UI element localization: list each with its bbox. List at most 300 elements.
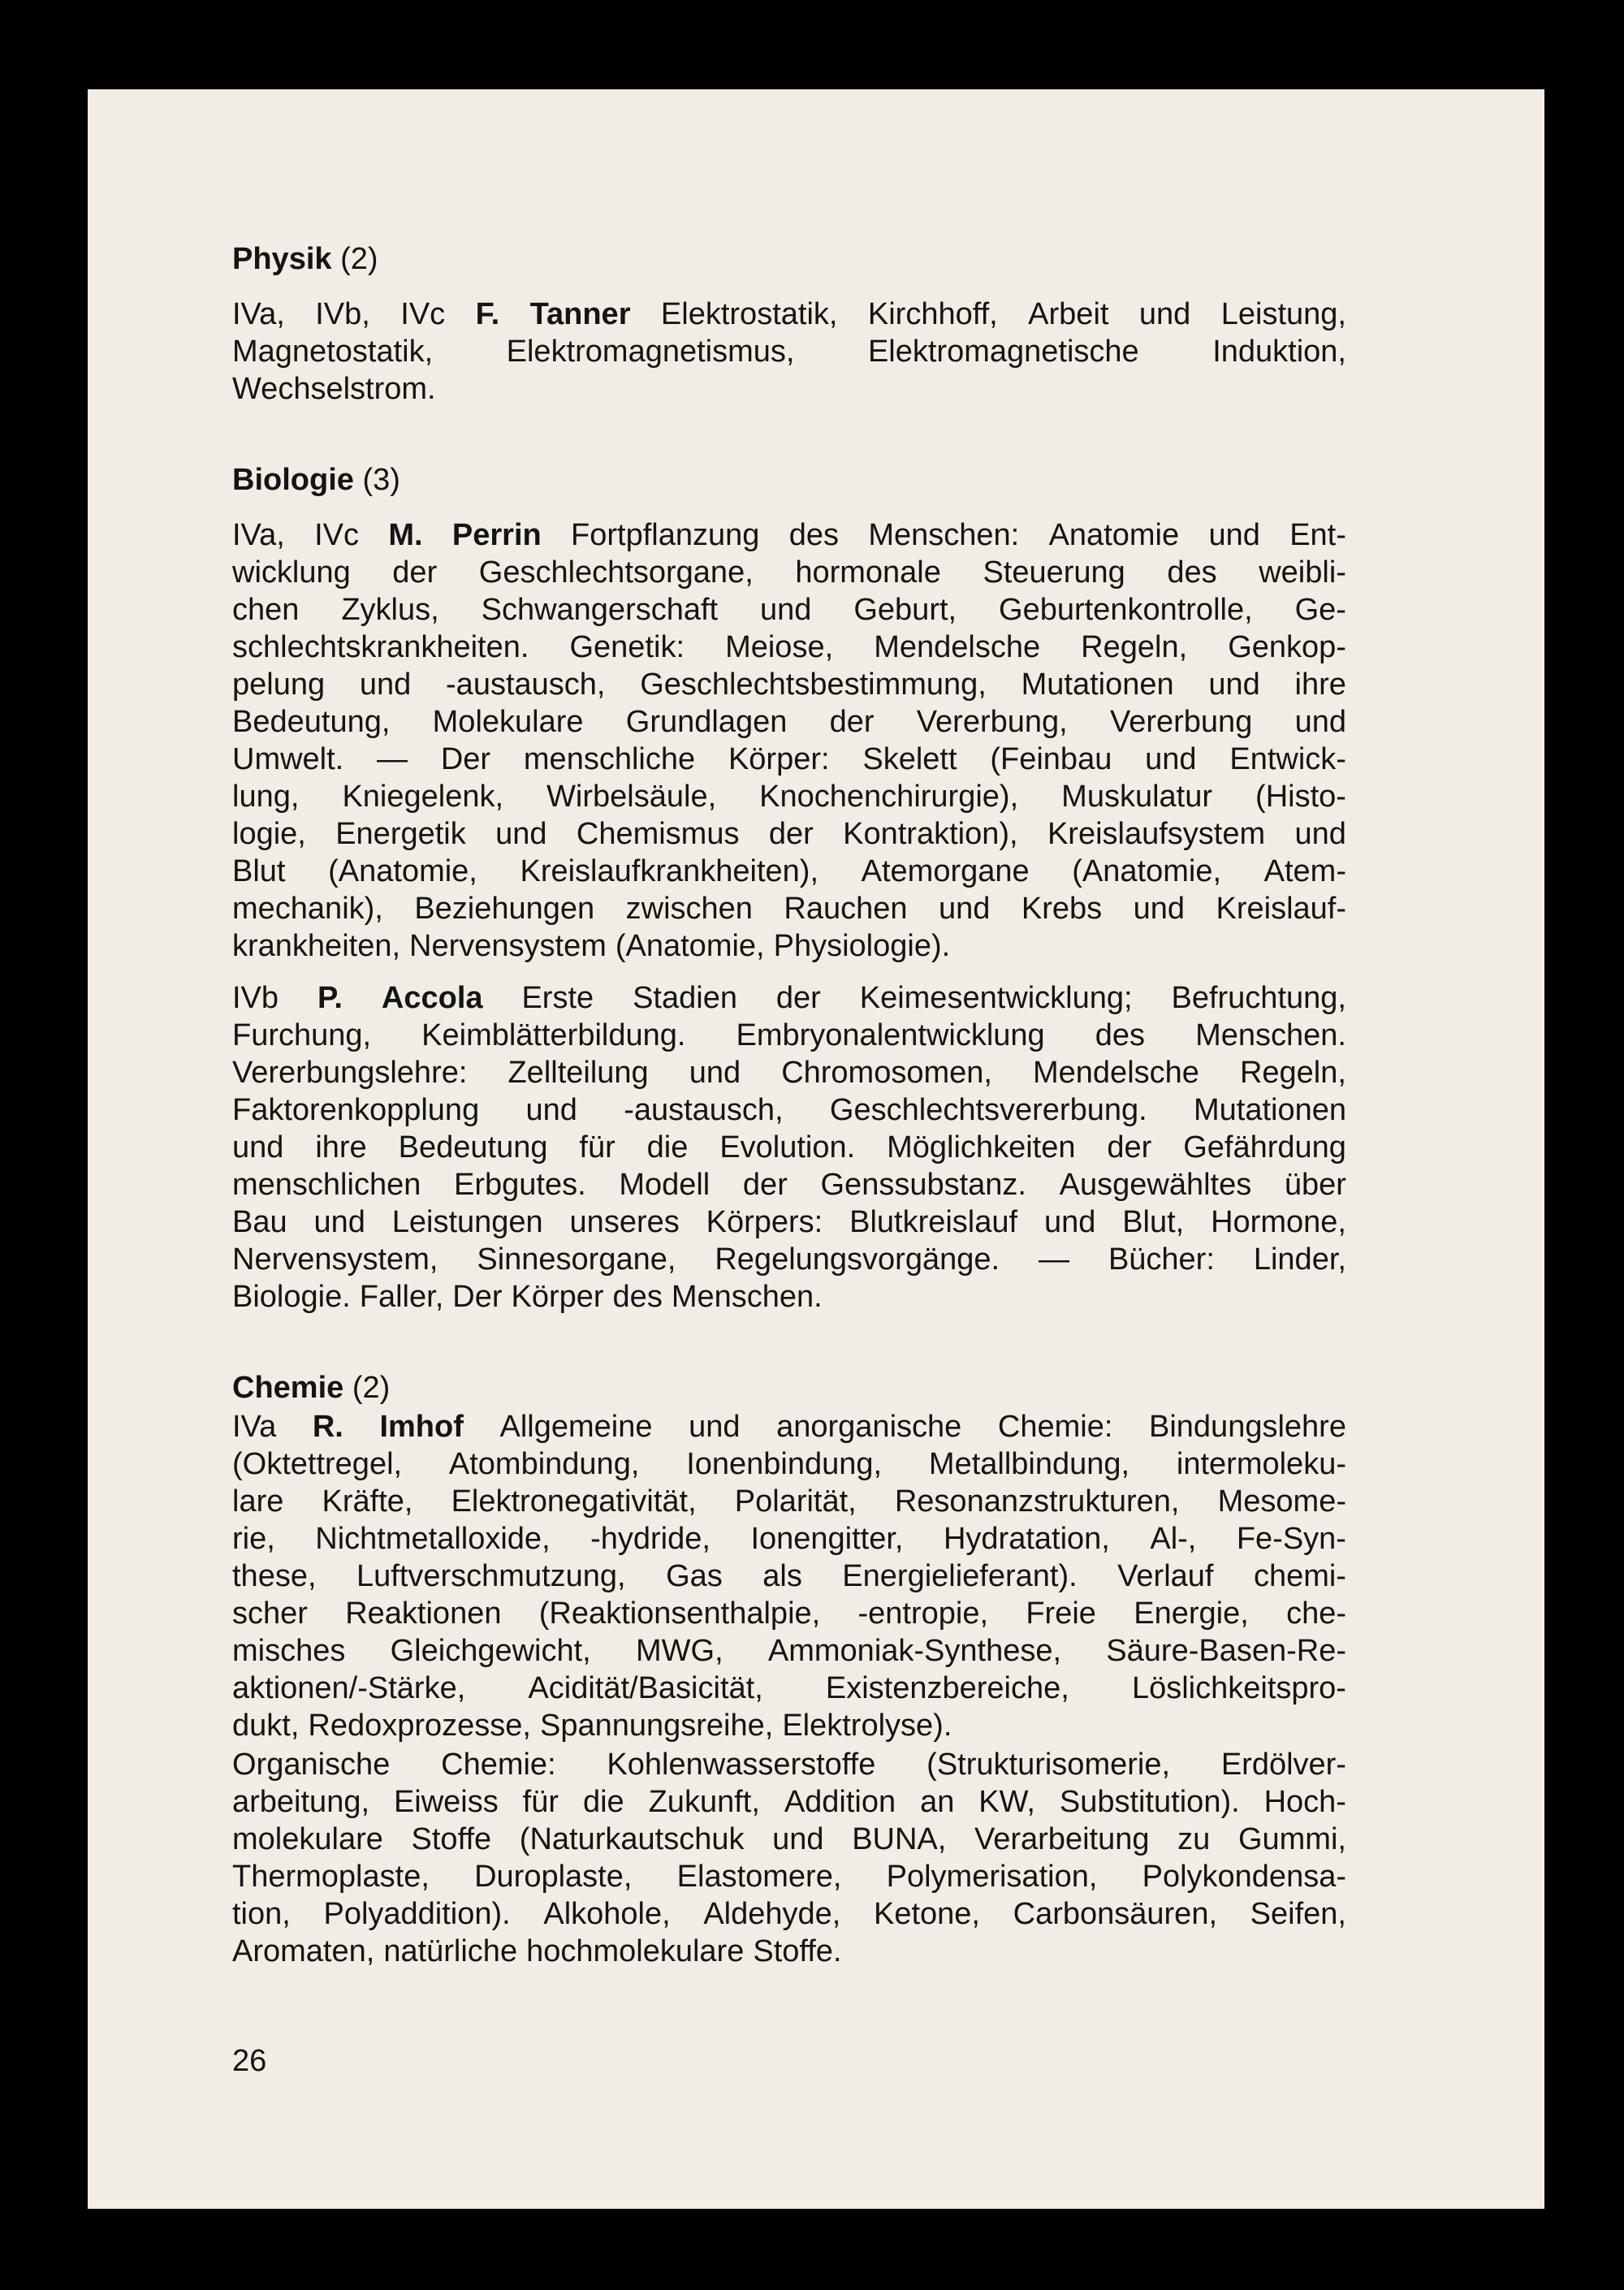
- text-line: [232, 1166, 1346, 1203]
- word: hormonale: [795, 555, 941, 590]
- word: Kreislauf-: [1216, 892, 1346, 926]
- word: der: [829, 705, 875, 739]
- word: Bau: [232, 1205, 287, 1239]
- word: Nichtmetalloxide,: [315, 1522, 551, 1556]
- word: Blutkreislauf: [849, 1205, 1018, 1239]
- word: und: [495, 817, 547, 851]
- word: der: [742, 1168, 788, 1202]
- text-line: [232, 333, 1346, 370]
- word: Physiologie).: [773, 929, 951, 963]
- word: für: [522, 1785, 559, 1819]
- word: Chromosomen,: [781, 1056, 992, 1090]
- word: Menschen:: [868, 518, 1020, 552]
- text-line: [232, 1445, 1346, 1483]
- section-hours: (3): [353, 463, 400, 497]
- text-line: [232, 1483, 1346, 1520]
- text-line: [232, 703, 1346, 741]
- text-line: [232, 1558, 1346, 1595]
- word: IVc: [314, 518, 360, 552]
- word: des: [612, 1280, 663, 1314]
- word: Gummi,: [1237, 1822, 1346, 1856]
- word: und: [1208, 668, 1260, 702]
- word: Elektromagnetismus,: [506, 335, 795, 369]
- word: Umwelt.: [232, 742, 344, 776]
- word: Knochenchirurgie),: [759, 780, 1019, 814]
- word: Reaktionen: [345, 1597, 502, 1631]
- word: IVb: [232, 981, 279, 1015]
- word: und: [1294, 705, 1346, 739]
- word: Seifen,: [1250, 1897, 1346, 1931]
- word: BUNA,: [852, 1822, 947, 1856]
- word: misches: [232, 1634, 346, 1668]
- word: Resonanzstrukturen,: [894, 1484, 1180, 1519]
- word: Menschen.: [671, 1280, 823, 1314]
- word: Kohlenwasserstoffe: [607, 1748, 876, 1782]
- word: Wechselstrom.: [232, 372, 436, 406]
- word: Regeln,: [1081, 630, 1188, 664]
- word: zwischen: [625, 892, 753, 926]
- scanned-page: [88, 89, 1544, 2209]
- word: und: [1133, 892, 1186, 926]
- word: Kreislaufkrankheiten),: [520, 854, 818, 888]
- section-title: Physik: [232, 242, 332, 276]
- word: (Naturkautschuk: [519, 1822, 745, 1856]
- word: und: [1138, 297, 1191, 331]
- word: Thermoplaste,: [232, 1860, 430, 1894]
- word: Acidität/Basicität,: [528, 1671, 763, 1705]
- text-line: [232, 1054, 1346, 1091]
- word: Hoch-: [1263, 1785, 1346, 1819]
- text-line: [232, 1017, 1346, 1054]
- text-line: [232, 1707, 1346, 1744]
- page-number: 26: [232, 2044, 267, 2078]
- word: Magnetostatik,: [232, 335, 434, 369]
- word: unseres: [569, 1205, 680, 1239]
- text-line: [232, 1821, 1346, 1858]
- word: zu: [1177, 1822, 1211, 1856]
- word: (Anatomie,: [615, 929, 765, 963]
- text-line: [232, 1129, 1346, 1166]
- word: these,: [232, 1559, 317, 1593]
- word: Geschlechtsvererbung.: [829, 1093, 1147, 1127]
- section-heading: [232, 240, 1346, 278]
- word: Induktion,: [1212, 335, 1346, 369]
- word: Mutationen: [1021, 668, 1174, 702]
- word: Ionenbindung,: [686, 1447, 883, 1481]
- word: Löslichkeitspro-: [1131, 1671, 1346, 1705]
- text-line: [232, 296, 1346, 333]
- text-line: [232, 741, 1346, 778]
- word: Mendelsche: [874, 630, 1041, 664]
- word: Faller,: [359, 1280, 444, 1314]
- word: Polarität,: [734, 1484, 857, 1519]
- word: (Anatomie,: [1072, 854, 1222, 888]
- word: Möglichkeiten: [887, 1130, 1076, 1164]
- word: und: [313, 1205, 365, 1239]
- word: die: [582, 1785, 624, 1819]
- word: (Oktettregel,: [232, 1447, 403, 1481]
- word: wicklung: [232, 555, 351, 590]
- word: Bücher:: [1108, 1242, 1215, 1277]
- word: Ammoniak-Synthese,: [767, 1634, 1062, 1668]
- word: Modell: [619, 1168, 710, 1202]
- teacher-name: Tanner: [529, 297, 631, 331]
- word: IVc: [400, 297, 446, 331]
- word: Ausgewähltes: [1059, 1168, 1252, 1202]
- word: tion,: [232, 1897, 291, 1931]
- text-line: [232, 1783, 1346, 1821]
- word: Polyaddition).: [323, 1897, 511, 1931]
- word: molekulare: [232, 1822, 383, 1856]
- text-line: [232, 1278, 1346, 1316]
- word: arbeitung,: [232, 1785, 370, 1819]
- word: rie,: [232, 1522, 275, 1556]
- word: Verarbeitung: [974, 1822, 1150, 1856]
- word: Polymerisation,: [886, 1860, 1098, 1894]
- word: Linder,: [1253, 1242, 1346, 1277]
- text-line: [232, 629, 1346, 666]
- word: Addition: [784, 1785, 896, 1819]
- word: Erste: [521, 981, 594, 1015]
- word: Beziehungen: [414, 892, 595, 926]
- word: —: [1039, 1242, 1069, 1277]
- word: Ionengitter,: [750, 1522, 904, 1556]
- word: IVb,: [315, 297, 370, 331]
- teacher-name: Perrin: [451, 518, 542, 552]
- word: und: [1294, 817, 1346, 851]
- word: Elektronegativität,: [451, 1484, 697, 1519]
- word: und: [772, 1822, 824, 1856]
- word: Stoffe: [411, 1822, 492, 1856]
- word: und: [359, 668, 412, 702]
- word: (Strukturisomerie,: [926, 1748, 1171, 1782]
- word: Säure-Basen-Re-: [1106, 1634, 1346, 1668]
- word: Wirbelsäule,: [546, 780, 717, 814]
- word: schlechtskrankheiten.: [232, 630, 529, 664]
- word: Regeln,: [1239, 1056, 1346, 1090]
- text-line: [232, 666, 1346, 703]
- word: chemi-: [1253, 1559, 1346, 1593]
- word: des: [1167, 555, 1217, 590]
- word: Arbeit: [1028, 297, 1109, 331]
- word: der: [768, 817, 814, 851]
- word: Eiweiss: [393, 1785, 499, 1819]
- text-line: [232, 591, 1346, 629]
- word: für: [579, 1130, 615, 1164]
- word: Schwangerschaft: [481, 593, 719, 627]
- word: und: [1043, 1205, 1096, 1239]
- text-line: [232, 1203, 1346, 1241]
- word: mechanik),: [232, 892, 383, 926]
- section-hours: (2): [331, 242, 378, 276]
- word: Kräfte,: [322, 1484, 413, 1519]
- word: anorganische: [776, 1410, 962, 1444]
- word: Skelett: [862, 742, 957, 776]
- word: Körpers:: [706, 1205, 823, 1239]
- word: Blut: [232, 854, 286, 888]
- word: logie,: [232, 817, 306, 851]
- word: Mesome-: [1217, 1484, 1346, 1519]
- word: Kirchhoff,: [867, 297, 998, 331]
- word: -entropie,: [857, 1597, 989, 1631]
- word: Aromaten,: [232, 1934, 375, 1968]
- word: Hydratation,: [943, 1522, 1110, 1556]
- word: und: [1145, 742, 1197, 776]
- word: Polykondensa-: [1142, 1860, 1346, 1894]
- word: -hydride,: [590, 1522, 710, 1556]
- word: Atem-: [1263, 854, 1346, 888]
- word: Energie,: [1134, 1597, 1249, 1631]
- word: Elektrolyse).: [782, 1709, 952, 1743]
- word: Gleichgewicht,: [390, 1634, 591, 1668]
- word: -austausch,: [624, 1093, 784, 1127]
- word: der: [1107, 1130, 1152, 1164]
- word: scher: [232, 1597, 308, 1631]
- word: Chemismus: [576, 817, 740, 851]
- word: natürliche: [383, 1934, 518, 1968]
- word: (Reaktionsenthalpie,: [538, 1597, 821, 1631]
- section-title: Chemie: [232, 1371, 344, 1405]
- word: und: [939, 892, 991, 926]
- word: Steuerung: [983, 555, 1125, 590]
- word: Energetik: [335, 817, 466, 851]
- word: menschliche: [523, 742, 696, 776]
- word: Geschlechtsorgane,: [478, 555, 754, 590]
- word: weibli-: [1259, 555, 1346, 590]
- word: Metallbindung,: [928, 1447, 1130, 1481]
- word: Alkohole,: [543, 1897, 671, 1931]
- word: Biologie.: [232, 1280, 351, 1314]
- word: Krebs: [1021, 892, 1103, 926]
- word: Grundlagen: [625, 705, 788, 739]
- word: Verlauf: [1117, 1559, 1214, 1593]
- word: Embryonalentwicklung: [736, 1018, 1045, 1052]
- word: Mutationen: [1193, 1093, 1346, 1127]
- text-line: [232, 927, 1346, 965]
- word: des: [1095, 1018, 1146, 1052]
- word: Organische: [232, 1748, 391, 1782]
- word: der: [775, 981, 821, 1015]
- word: Leistungen: [391, 1205, 543, 1239]
- word: (Feinbau: [990, 742, 1112, 776]
- word: Vererbungslehre:: [232, 1056, 468, 1090]
- word: lare: [232, 1484, 284, 1519]
- word: pelung: [232, 668, 326, 702]
- word: Substitution).: [1059, 1785, 1240, 1819]
- word: Evolution.: [719, 1130, 856, 1164]
- text-line: [232, 516, 1346, 554]
- word: Sinnesorgane,: [477, 1242, 676, 1277]
- word: krankheiten,: [232, 929, 401, 963]
- teacher-name: R.: [312, 1410, 343, 1444]
- word: die: [646, 1130, 689, 1164]
- text-line: [232, 890, 1346, 927]
- word: intermoleku-: [1176, 1447, 1346, 1481]
- word: Elastomere,: [676, 1860, 842, 1894]
- word: Duroplaste,: [474, 1860, 633, 1894]
- word: Genetik:: [569, 630, 685, 664]
- word: Redoxprozesse,: [308, 1709, 531, 1743]
- text-line: [232, 853, 1346, 890]
- teacher-name: M.: [388, 518, 423, 552]
- word: Zyklus,: [341, 593, 439, 627]
- word: und: [525, 1093, 577, 1127]
- word: lung,: [232, 780, 300, 814]
- word: Zukunft,: [648, 1785, 760, 1819]
- word: menschlichen: [232, 1168, 421, 1202]
- word: Menschen.: [1195, 1018, 1346, 1052]
- text-line: [232, 1595, 1346, 1632]
- word: Atombindung,: [448, 1447, 640, 1481]
- teacher-name: Imhof: [379, 1410, 464, 1444]
- word: aktionen/-Stärke,: [232, 1671, 466, 1705]
- word: Regelungsvorgänge.: [715, 1242, 1000, 1277]
- text-line: [232, 1895, 1346, 1933]
- word: Ent-: [1289, 518, 1346, 552]
- word: Elektrostatik,: [660, 297, 838, 331]
- word: Geburtenkontrolle,: [999, 593, 1253, 627]
- word: IVa: [232, 1410, 277, 1444]
- word: ihre: [1294, 668, 1346, 702]
- word: Entwick-: [1229, 742, 1346, 776]
- word: Spannungsreihe,: [539, 1709, 774, 1743]
- word: Existenzbereiche,: [825, 1671, 1069, 1705]
- word: (Histo-: [1255, 780, 1346, 814]
- text-line: [232, 1670, 1346, 1707]
- word: Kontraktion),: [843, 817, 1018, 851]
- word: der: [392, 555, 438, 590]
- word: Allgemeine: [499, 1410, 653, 1444]
- word: Vererbung: [1109, 705, 1253, 739]
- word: KW,: [978, 1785, 1035, 1819]
- text-line: [232, 815, 1346, 853]
- word: Elektromagnetische: [867, 335, 1139, 369]
- word: Chemie:: [441, 1748, 556, 1782]
- word: Genssubstanz.: [820, 1168, 1026, 1202]
- word: Befruchtung,: [1171, 981, 1346, 1015]
- word: Carbonsäuren,: [1013, 1897, 1218, 1931]
- word: Körper: [511, 1280, 604, 1314]
- word: Keimesentwicklung;: [859, 981, 1133, 1015]
- word: Freie: [1026, 1597, 1096, 1631]
- word: Nervensystem,: [232, 1242, 438, 1277]
- text-line: [232, 1858, 1346, 1895]
- word: Bedeutung,: [232, 705, 391, 739]
- text-line: [232, 1632, 1346, 1670]
- word: Energielieferant).: [842, 1559, 1078, 1593]
- word: dukt,: [232, 1709, 300, 1743]
- word: Rauchen: [784, 892, 908, 926]
- word: Erbgutes.: [454, 1168, 586, 1202]
- word: Keimblätterbildung.: [421, 1018, 686, 1052]
- word: IVa,: [232, 297, 285, 331]
- word: hochmolekulare: [526, 1934, 745, 1968]
- word: Bindungslehre: [1149, 1410, 1346, 1444]
- word: Al-,: [1150, 1522, 1197, 1556]
- word: Bedeutung: [398, 1130, 548, 1164]
- page-content: [232, 240, 1346, 1970]
- word: Molekulare: [432, 705, 584, 739]
- word: und: [232, 1130, 284, 1164]
- text-line: [232, 370, 1346, 408]
- text-line: [232, 1746, 1346, 1783]
- teacher-name: P.: [317, 981, 343, 1015]
- text-line: [232, 1520, 1346, 1558]
- word: Gefährdung: [1183, 1130, 1346, 1164]
- word: und: [760, 593, 812, 627]
- section-heading: [232, 1369, 1346, 1406]
- word: Aldehyde,: [703, 1897, 841, 1931]
- word: Stadien: [633, 981, 737, 1015]
- word: chen: [232, 593, 300, 627]
- word: Erdölver-: [1220, 1748, 1346, 1782]
- section-heading: [232, 461, 1346, 499]
- teacher-name: Accola: [381, 981, 483, 1015]
- word: Ge-: [1294, 593, 1346, 627]
- word: Geschlechtsbestimmung,: [640, 668, 987, 702]
- word: Gas: [666, 1559, 723, 1593]
- word: Fe-Syn-: [1236, 1522, 1346, 1556]
- teacher-name: F.: [475, 297, 500, 331]
- word: Ketone,: [873, 1897, 980, 1931]
- word: Mendelsche: [1033, 1056, 1199, 1090]
- word: ihre: [315, 1130, 367, 1164]
- word: (Anatomie,: [328, 854, 477, 888]
- word: Anatomie: [1048, 518, 1180, 552]
- word: Zellteilung: [508, 1056, 649, 1090]
- word: und: [1208, 518, 1260, 552]
- word: und: [689, 1410, 741, 1444]
- word: Atemorgane: [861, 854, 1030, 888]
- word: an: [920, 1785, 955, 1819]
- word: und: [689, 1056, 741, 1090]
- word: Blut,: [1122, 1205, 1185, 1239]
- word: Faktorenkopplung: [232, 1093, 480, 1127]
- word: Kreislaufsystem: [1047, 817, 1266, 851]
- section-hours: (2): [343, 1371, 391, 1405]
- word: Muskulatur: [1061, 780, 1213, 814]
- word: Luftverschmutzung,: [356, 1559, 626, 1593]
- text-line: [232, 1091, 1346, 1129]
- word: Kniegelenk,: [342, 780, 504, 814]
- word: MWG,: [636, 1634, 723, 1668]
- word: über: [1284, 1168, 1346, 1202]
- text-line: [232, 778, 1346, 815]
- word: che-: [1286, 1597, 1346, 1631]
- word: Nervensystem: [409, 929, 607, 963]
- text-line: [232, 1933, 1346, 1970]
- section-title: Biologie: [232, 463, 354, 497]
- word: Genkop-: [1228, 630, 1346, 664]
- word: Fortpflanzung: [571, 518, 760, 552]
- word: Chemie:: [997, 1410, 1113, 1444]
- word: Der: [440, 742, 491, 776]
- word: Körper:: [728, 742, 830, 776]
- word: —: [377, 742, 408, 776]
- word: als: [762, 1559, 802, 1593]
- word: Vererbung,: [916, 705, 1068, 739]
- word: Meiose,: [725, 630, 834, 664]
- word: -austausch,: [446, 668, 606, 702]
- word: Leistung,: [1220, 297, 1346, 331]
- word: des: [788, 518, 840, 552]
- text-line: [232, 1408, 1346, 1445]
- word: IVa,: [232, 518, 285, 552]
- word: Der: [452, 1280, 503, 1314]
- word: Furchung,: [232, 1018, 372, 1052]
- word: Stoffe.: [753, 1934, 842, 1968]
- text-line: [232, 979, 1346, 1017]
